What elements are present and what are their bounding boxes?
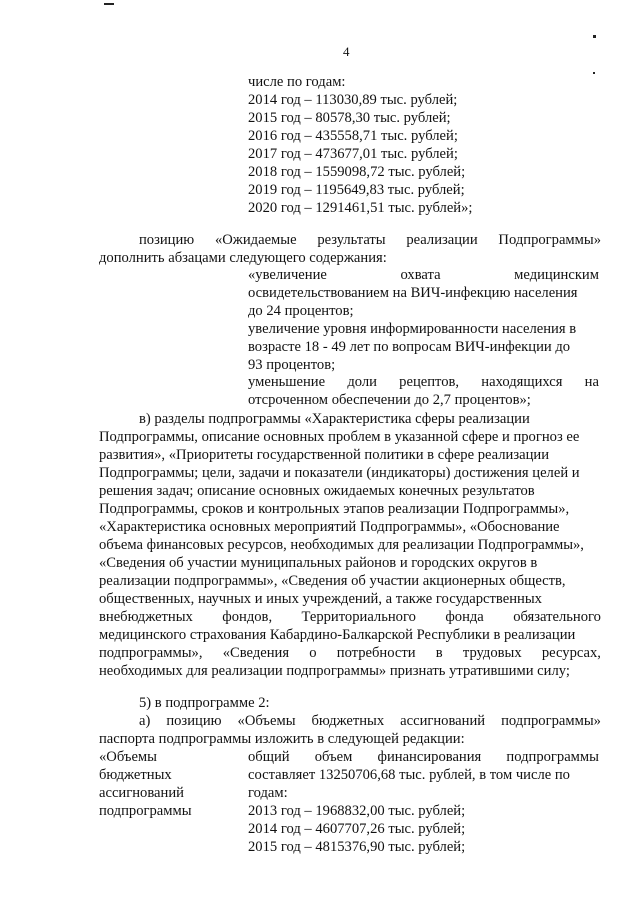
paragraph-line: общественных, научных и иных учреждений, а также государственных bbox=[99, 591, 542, 607]
years-intro: числе по годам: bbox=[248, 74, 346, 90]
table-label: ассигнований bbox=[99, 785, 184, 801]
year-line: 2015 год – 4815376,90 тыс. рублей; bbox=[248, 839, 466, 855]
paragraph-line: дополнить абзацами следующего содержания: bbox=[99, 250, 387, 266]
year-line: 2015 год – 80578,30 тыс. рублей; bbox=[248, 110, 451, 126]
quote-line: возрасте 18 - 49 лет по вопросам ВИЧ-инфекции до bbox=[248, 339, 571, 355]
paragraph-line: Подпрограммы, сроков и контрольных этапов реализации Подпрограммы», bbox=[99, 501, 570, 517]
paragraph-line: «Сведения об участии муниципальных районов и городских округов в bbox=[99, 555, 538, 571]
year-line: 2018 год – 1559098,72 тыс. рублей; bbox=[248, 164, 466, 180]
paragraph-line: в) разделы подпрограммы «Характеристика сферы реализации bbox=[139, 411, 530, 427]
paragraph-line: позицию «Ожидаемые результаты реализации Подпрограммы» bbox=[139, 232, 601, 248]
quote-line: до 24 процентов; bbox=[248, 303, 354, 319]
year-line: 2016 год – 435558,71 тыс. рублей; bbox=[248, 128, 458, 144]
table-label: подпрограммы bbox=[99, 803, 192, 819]
paragraph-line: Подпрограммы, описание основных проблем в указанной сфере и прогноз ее bbox=[99, 429, 580, 445]
page-number: 4 bbox=[343, 44, 350, 59]
paragraph-line: паспорта подпрограммы изложить в следующей редакции: bbox=[99, 731, 465, 747]
year-line: 2019 год – 1195649,83 тыс. рублей; bbox=[248, 182, 465, 198]
paragraph-line: объема финансовых ресурсов, необходимых для реализации Подпрограммы», bbox=[99, 537, 584, 553]
paragraph-line: решения задач; описание основных ожидаемых конечных результатов bbox=[99, 483, 535, 499]
scan-mark bbox=[593, 72, 595, 74]
year-line: 2020 год – 1291461,51 тыс. рублей»; bbox=[248, 200, 473, 216]
table-value-line: составляет 13250706,68 тыс. рублей, в том числе по bbox=[248, 767, 570, 783]
scan-mark bbox=[593, 35, 596, 38]
year-line: 2014 год – 113030,89 тыс. рублей; bbox=[248, 92, 458, 108]
paragraph-line: внебюджетных фондов, Территориального фонда обязательного bbox=[99, 609, 601, 625]
quote-line: 93 процентов; bbox=[248, 357, 336, 373]
paragraph-line: реализации подпрограммы», «Сведения об участии акционерных обществ, bbox=[99, 573, 566, 589]
paragraph-line: развития», «Приоритеты государственной политики в сфере реализации bbox=[99, 447, 550, 463]
table-value-line: общий объем финансирования подпрограммы bbox=[248, 749, 599, 765]
scan-mark bbox=[104, 3, 114, 5]
quote-line: отсроченном обеспечении до 2,7 процентов»; bbox=[248, 392, 531, 408]
paragraph-line: необходимых для реализации подпрограммы» признать утратившими силу; bbox=[99, 663, 570, 679]
paragraph-line: Подпрограммы; цели, задачи и показатели (индикаторы) достижения целей и bbox=[99, 465, 580, 481]
year-line: 2017 год – 473677,01 тыс. рублей; bbox=[248, 146, 458, 162]
section-heading: 5) в подпрограмме 2: bbox=[139, 695, 270, 711]
year-line: 2013 год – 1968832,00 тыс. рублей; bbox=[248, 803, 466, 819]
quote-line: уменьшение доли рецептов, находящихся на bbox=[248, 374, 599, 390]
paragraph-line: подпрограммы», «Сведения о потребности в трудовых ресурсах, bbox=[99, 645, 601, 661]
quote-line: увеличение уровня информированности населения в bbox=[248, 321, 577, 337]
quote-line: освидетельствованием на ВИЧ-инфекцию населения bbox=[248, 285, 578, 301]
quote-line: «увеличение охвата медицинским bbox=[248, 267, 599, 283]
year-line: 2014 год – 4607707,26 тыс. рублей; bbox=[248, 821, 466, 837]
paragraph-line: медицинского страхования Кабардино-Балкарской Республики в реализации bbox=[99, 627, 576, 643]
table-value-line: годам: bbox=[248, 785, 288, 801]
table-label: бюджетных bbox=[99, 767, 172, 783]
paragraph-line: «Характеристика основных мероприятий Подпрограммы», «Обоснование bbox=[99, 519, 560, 535]
paragraph-line: а) позицию «Объемы бюджетных ассигнований подпрограммы» bbox=[139, 713, 601, 729]
table-label: «Объемы bbox=[99, 749, 157, 765]
